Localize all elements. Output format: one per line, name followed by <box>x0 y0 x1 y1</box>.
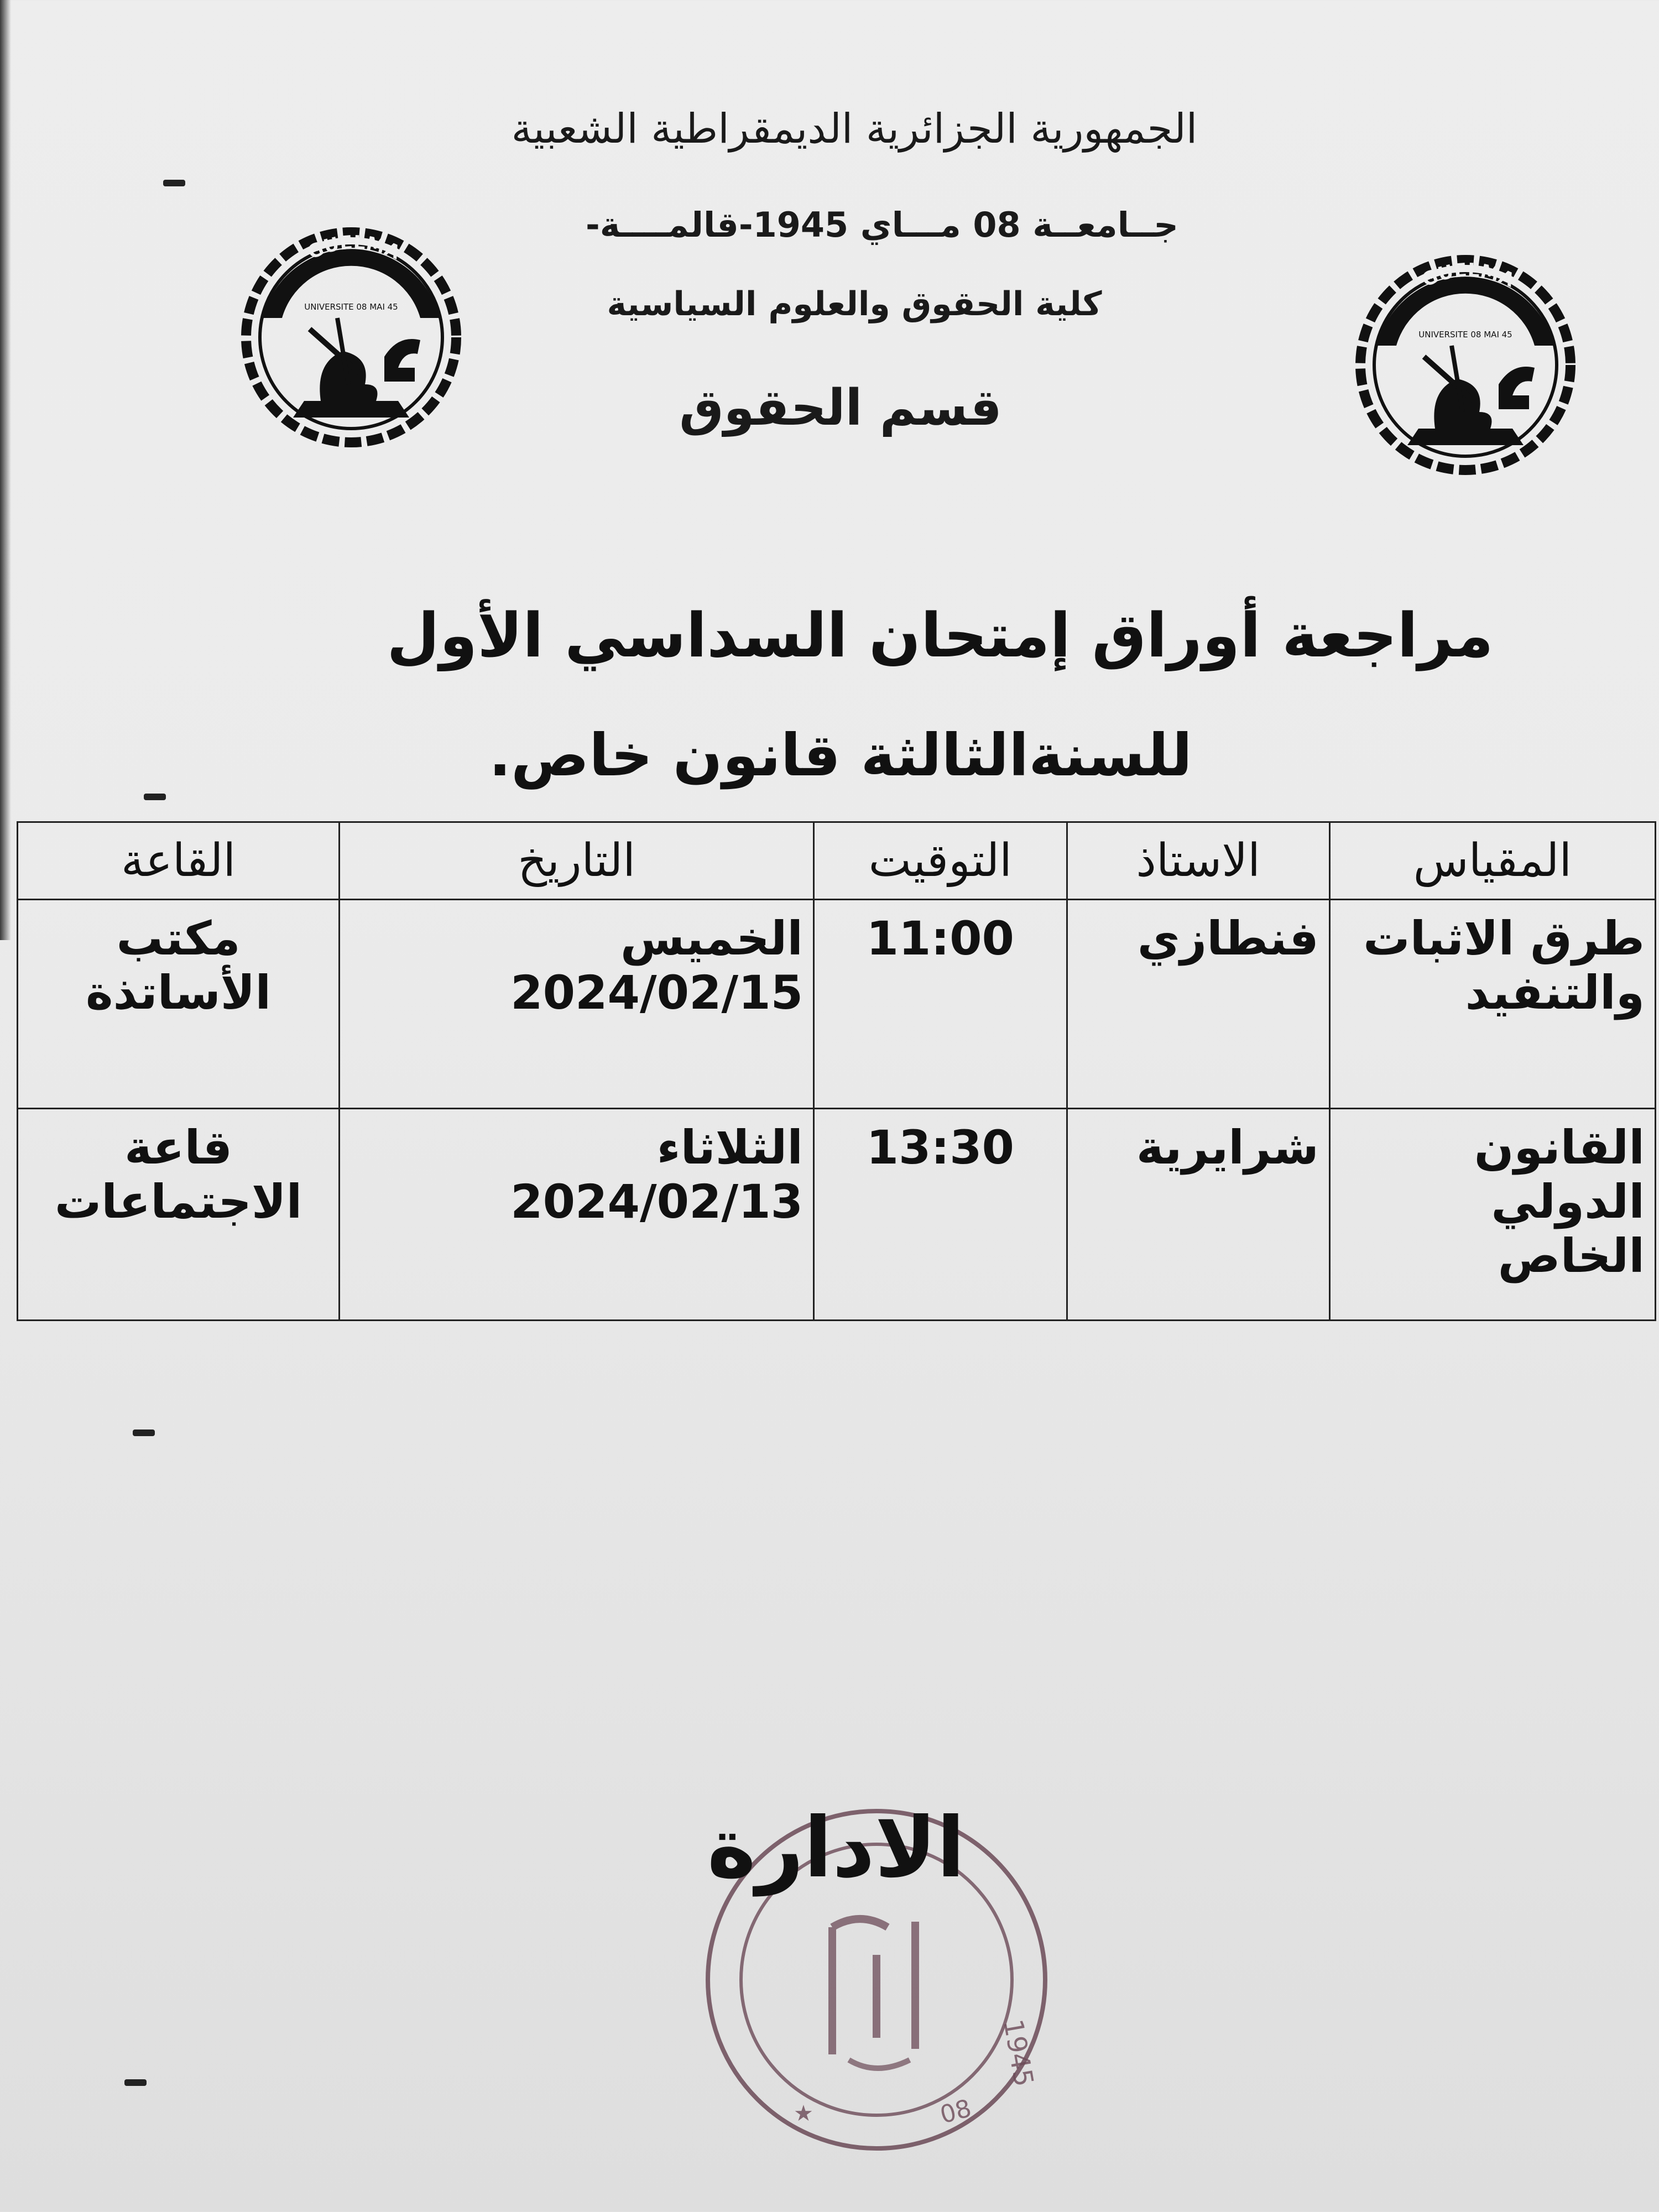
header-room: القاعة <box>18 822 340 900</box>
department-name: قسم الحقوق <box>679 379 1002 437</box>
svg-text:UNIVERSITE 08 MAI 45: UNIVERSITE 08 MAI 45 <box>304 302 398 312</box>
print-speck <box>144 794 166 800</box>
date-value: 2024/02/15 <box>510 966 804 1020</box>
cell-professor: شرايرية <box>1067 1109 1329 1321</box>
document-title: مراجعة أوراق إمتحان السداسي الأول <box>387 600 1494 671</box>
page-edge-shadow <box>0 0 11 940</box>
svg-text:1945: 1945 <box>997 2017 1040 2089</box>
time-value: 13:30 <box>866 1120 1014 1175</box>
header-professor: الاستاذ <box>1067 822 1329 900</box>
cell-subject: طرق الاثبات والتنفيد <box>1329 900 1655 1109</box>
cell-room: مكتب الأساتذة <box>18 900 340 1109</box>
document-subtitle: للسنةالثالثة قانون خاص. <box>489 722 1192 789</box>
university-logo-left <box>232 218 476 456</box>
cell-date <box>340 900 814 1109</box>
print-speck <box>133 1430 155 1436</box>
header-date: التاريخ <box>340 822 814 900</box>
svg-text:UNIVERSITE 08 MAI 45: UNIVERSITE 08 MAI 45 <box>1418 330 1512 340</box>
cell-date <box>340 1109 814 1321</box>
exam-review-schedule-table <box>17 821 1656 1321</box>
svg-text:08: 08 <box>937 2094 974 2130</box>
day-value: الخميس <box>620 911 804 966</box>
faculty-name: كلية الحقوق والعلوم السياسية <box>607 285 1102 324</box>
cell-room: قاعة الاجتماعات <box>18 1109 340 1321</box>
time-value: 11:00 <box>866 911 1014 966</box>
header-time: التوقيت <box>814 822 1067 900</box>
svg-text:GUELMA: GUELMA <box>304 231 404 264</box>
cell-time <box>814 900 1067 1109</box>
republic-header: الجمهورية الجزائرية الديمقراطية الشعبية <box>511 105 1198 153</box>
cell-time <box>814 1109 1067 1321</box>
header-subject: المقياس <box>1329 822 1655 900</box>
svg-text:GUELMA: GUELMA <box>1418 259 1518 292</box>
administration-signature: الادارة <box>707 1800 965 1896</box>
cell-professor: فنطازي <box>1067 900 1329 1109</box>
cell-subject: القانون الدولي الخاص <box>1329 1109 1655 1321</box>
date-value: 2024/02/13 <box>510 1175 804 1229</box>
table-header-row <box>18 822 1656 900</box>
svg-text:★: ★ <box>794 2101 813 2126</box>
university-name: جــامعــة 08 مـــاي 1945-قالمــــة- <box>586 205 1178 245</box>
university-logo-right <box>1347 246 1590 484</box>
print-speck <box>124 2079 147 2086</box>
print-speck <box>163 180 185 186</box>
day-value: الثلاثاء <box>656 1120 804 1175</box>
table-row <box>18 900 1656 1109</box>
table-row <box>18 1109 1656 1321</box>
